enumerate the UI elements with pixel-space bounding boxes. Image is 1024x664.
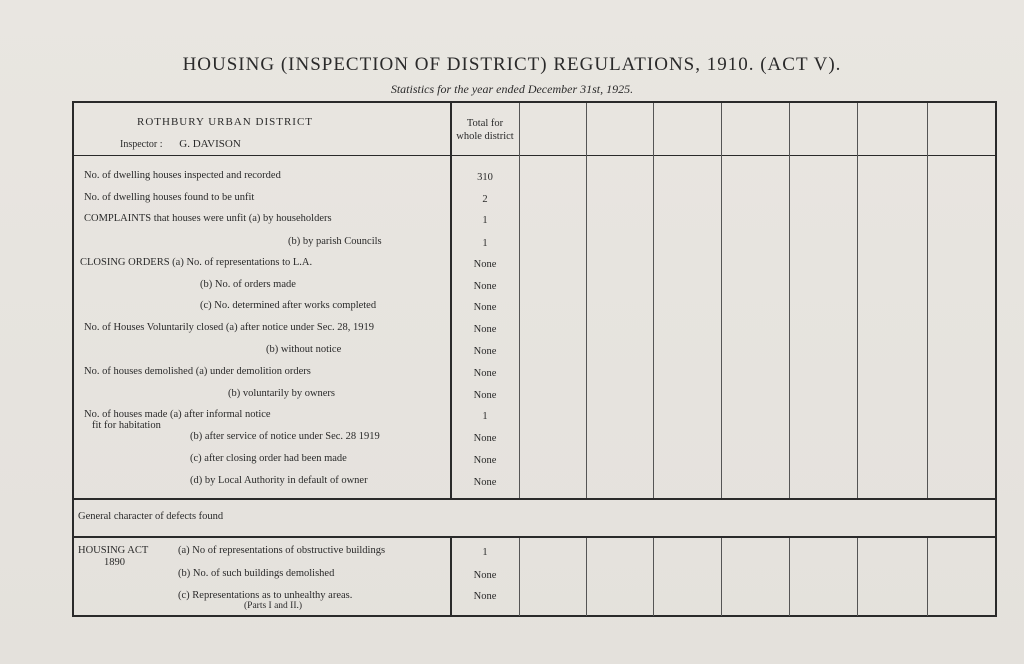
row-label: (c) after closing order had been made [190,453,347,464]
column-divider [927,538,928,616]
column-divider [857,103,858,498]
housing-act-year: 1890 [104,557,125,568]
row-label: (b) after service of notice under Sec. 28 1919 [190,431,380,442]
row-value: 1 [482,411,488,422]
housing-act-row-label: (a) No of representations of obstructive buildings [178,545,386,556]
row-label: (c) No. determined after works completed [200,300,377,311]
row-value: None [473,455,497,466]
row-label: No. of houses made (a) after informal notice [84,409,271,420]
row-value: None [473,477,497,488]
row-label: (b) No. of orders made [200,279,296,290]
housing-act-row-label: (b) No. of such buildings demolished [178,568,335,579]
column-divider [721,538,722,616]
row-value: 310 [477,172,493,183]
column-divider [519,103,520,498]
row-label: (d) by Local Authority in default of owner [190,475,368,486]
page-title: HOUSING (INSPECTION OF DISTRICT) REGULATIONS, 1910. (ACT V). [182,54,842,75]
row-value: None [473,281,497,292]
inspector-line [120,138,241,150]
row-label: (b) voluntarily by owners [228,388,336,399]
district-name: ROTHBURY URBAN DISTRICT [137,116,313,128]
row-value: None [473,368,497,379]
housing-act-row-value: None [473,570,497,581]
column-divider [927,103,928,498]
section-rule-top [72,498,997,500]
row-label: (b) by parish Councils [288,236,382,247]
housing-act-row-value: None [473,591,497,602]
column-divider [789,538,790,616]
row-value: 1 [482,215,488,226]
row-value: 1 [482,238,488,249]
row-label: CLOSING ORDERS (a) No. of representations to L.A. [80,257,313,268]
inspector-label: Inspector : [120,139,163,150]
section-rule-bottom [72,536,997,538]
row-value: 2 [482,194,488,205]
page-subtitle: Statistics for the year ended December 31st, 1925. [390,82,634,96]
housing-act-row-label: (c) Representations as to unhealthy areas. [178,590,353,601]
total-header-line2: whole district [456,131,514,142]
housing-act-row-label: (Parts I and II.) [244,601,303,611]
header-rule [72,155,997,156]
column-divider [857,538,858,616]
total-header-line1: Total for [466,118,504,129]
column-divider [789,103,790,498]
row-label: No. of houses demolished (a) under demolition orders [84,366,311,377]
column-divider [519,538,520,616]
row-label: COMPLAINTS that houses were unfit (a) by householders [84,213,332,224]
column-divider [653,538,654,616]
row-value: None [473,346,497,357]
total-column-header [452,117,518,143]
defects-label: General character of defects found [78,511,224,522]
inspector-name: G. DAVISON [179,138,241,150]
housing-act-heading: HOUSING ACT [78,545,149,556]
column-divider [586,538,587,616]
row-label: No. of dwelling houses found to be unfit [84,192,255,203]
row-value: None [473,259,497,270]
row-value: None [473,324,497,335]
row-label: (b) without notice [266,344,342,355]
row-value: None [473,390,497,401]
row-label: fit for habitation [92,420,161,431]
row-label: No. of dwelling houses inspected and recorded [84,170,281,181]
row-value: None [473,433,497,444]
housing-act-row-value: 1 [482,547,488,558]
column-divider [653,103,654,498]
row-label: No. of Houses Voluntarily closed (a) after notice under Sec. 28, 1919 [84,322,375,333]
column-divider [586,103,587,498]
row-value: None [473,302,497,313]
column-divider [721,103,722,498]
